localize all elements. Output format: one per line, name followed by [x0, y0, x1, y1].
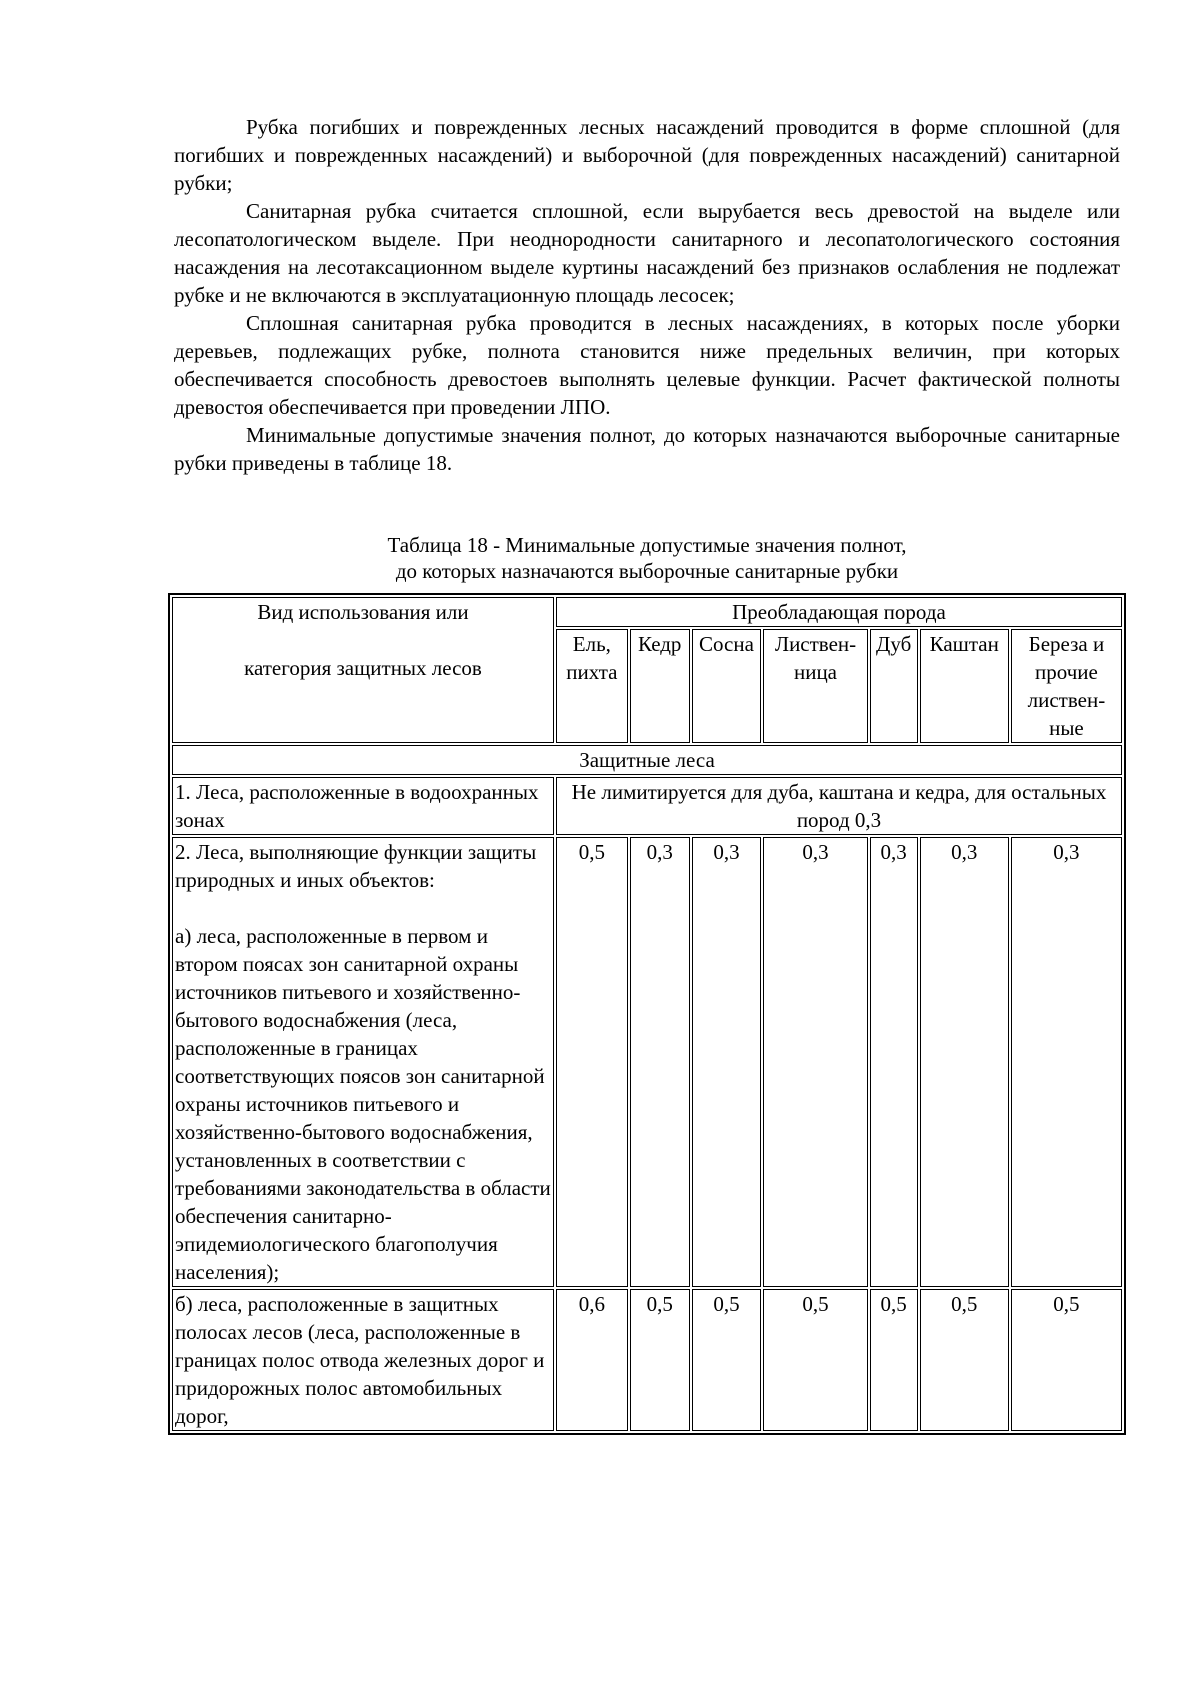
row-2-sublabel: а) леса, расположенные в первом и втором поясах зон санитарной охраны источников питьевого и хозяйственно-бытового водоснабжения (леса, расположенные в границах соответствующих поясов зон санитарной охраны источников питьевого и хозяйственно-бытового водоснабжения, установленных в соответствии с требованиями законодательства в области обеспечения санитарно-эпидемиологического благополучия населения);: [175, 924, 551, 1284]
header-row-1: [172, 597, 1122, 627]
row-2-value-oak: 0,3: [870, 837, 918, 1287]
row-3-value-cedar: 0,5: [630, 1289, 690, 1431]
row-2-label-cell: [172, 837, 554, 1287]
body-text: [174, 113, 1120, 477]
section-title: Защитные леса: [172, 745, 1122, 775]
row-3-value-pine: 0,5: [692, 1289, 762, 1431]
table-row: [172, 1289, 1122, 1431]
table-row: [172, 837, 1122, 1287]
row-3-value-oak: 0,5: [870, 1289, 918, 1431]
row-3-value-birch: 0,5: [1011, 1289, 1122, 1431]
row-2-value-birch: 0,3: [1011, 837, 1122, 1287]
row-2-value-larch: 0,3: [763, 837, 867, 1287]
header-usage-cell: [172, 597, 554, 743]
header-pine: Сосна: [692, 629, 762, 743]
header-chestnut: Каштан: [920, 629, 1009, 743]
row-2-value-cedar: 0,3: [630, 837, 690, 1287]
row-2-label: 2. Леса, выполняющие функции защиты природных и иных объектов:: [175, 840, 537, 892]
row-3-value-larch: 0,5: [763, 1289, 867, 1431]
header-birch: Береза и прочие листвен-ные: [1011, 629, 1122, 743]
row-3-label: б) леса, расположенные в защитных полосах лесов (леса, расположенные в границах полос отвода железных дорог и придорожных полос автомобильных дорог,: [172, 1289, 554, 1431]
row-1-label: 1. Леса, расположенные в водоохранных зонах: [172, 777, 554, 835]
caption-line-2: до которых назначаются выборочные санитарные рубки: [395, 559, 899, 583]
caption-line-1: Таблица 18 - Минимальные допустимые значения полнот,: [387, 533, 907, 557]
paragraph-2: Санитарная рубка считается сплошной, если вырубается весь древостой на выделе или лесопатологическом выделе. При неоднородности санитарного и лесопатологического состояния насаждения на лесотаксационном выделе куртины насаждений без признаков ослабления не подлежат рубке и не включаются в эксплуатационную площадь лесосек;: [174, 199, 1120, 307]
row-3-value-spruce: 0,6: [556, 1289, 628, 1431]
header-usage-line-1: Вид использования или: [257, 600, 469, 624]
row-2-value-pine: 0,3: [692, 837, 762, 1287]
row-2-value-spruce: 0,5: [556, 837, 628, 1287]
section-row: [172, 745, 1122, 775]
header-usage-line-2: категория защитных лесов: [244, 656, 482, 680]
paragraph-4: Минимальные допустимые значения полнот, до которых назначаются выборочные санитарные рубки приведены в таблице 18.: [174, 423, 1120, 475]
paragraph-3: Сплошная санитарная рубка проводится в лесных насаждениях, в которых после уборки деревьев, подлежащих рубке, полнота становится ниже предельных величин, при которых обеспечивается способность древостоев выполнять целевые функции. Расчет фактической полноты древостоя обеспечивается при проведении ЛПО.: [174, 311, 1120, 419]
table-caption: [174, 532, 1120, 584]
header-oak: Дуб: [870, 629, 918, 743]
header-species-group: Преобладающая порода: [556, 597, 1122, 627]
header-spruce: Ель, пихта: [556, 629, 628, 743]
row-1-note: Не лимитируется для дуба, каштана и кедра, для остальных пород 0,3: [556, 777, 1122, 835]
table-row: [172, 777, 1122, 835]
row-2-value-chestnut: 0,3: [920, 837, 1009, 1287]
header-cedar: Кедр: [630, 629, 690, 743]
paragraph-1: Рубка погибших и поврежденных лесных насаждений проводится в форме сплошной (для погибших и поврежденных насаждений) и выборочной (для поврежденных насаждений) санитарной рубки;: [174, 115, 1120, 195]
polnota-table: [168, 593, 1126, 1435]
header-larch: Листвен-ница: [763, 629, 867, 743]
row-3-value-chestnut: 0,5: [920, 1289, 1009, 1431]
